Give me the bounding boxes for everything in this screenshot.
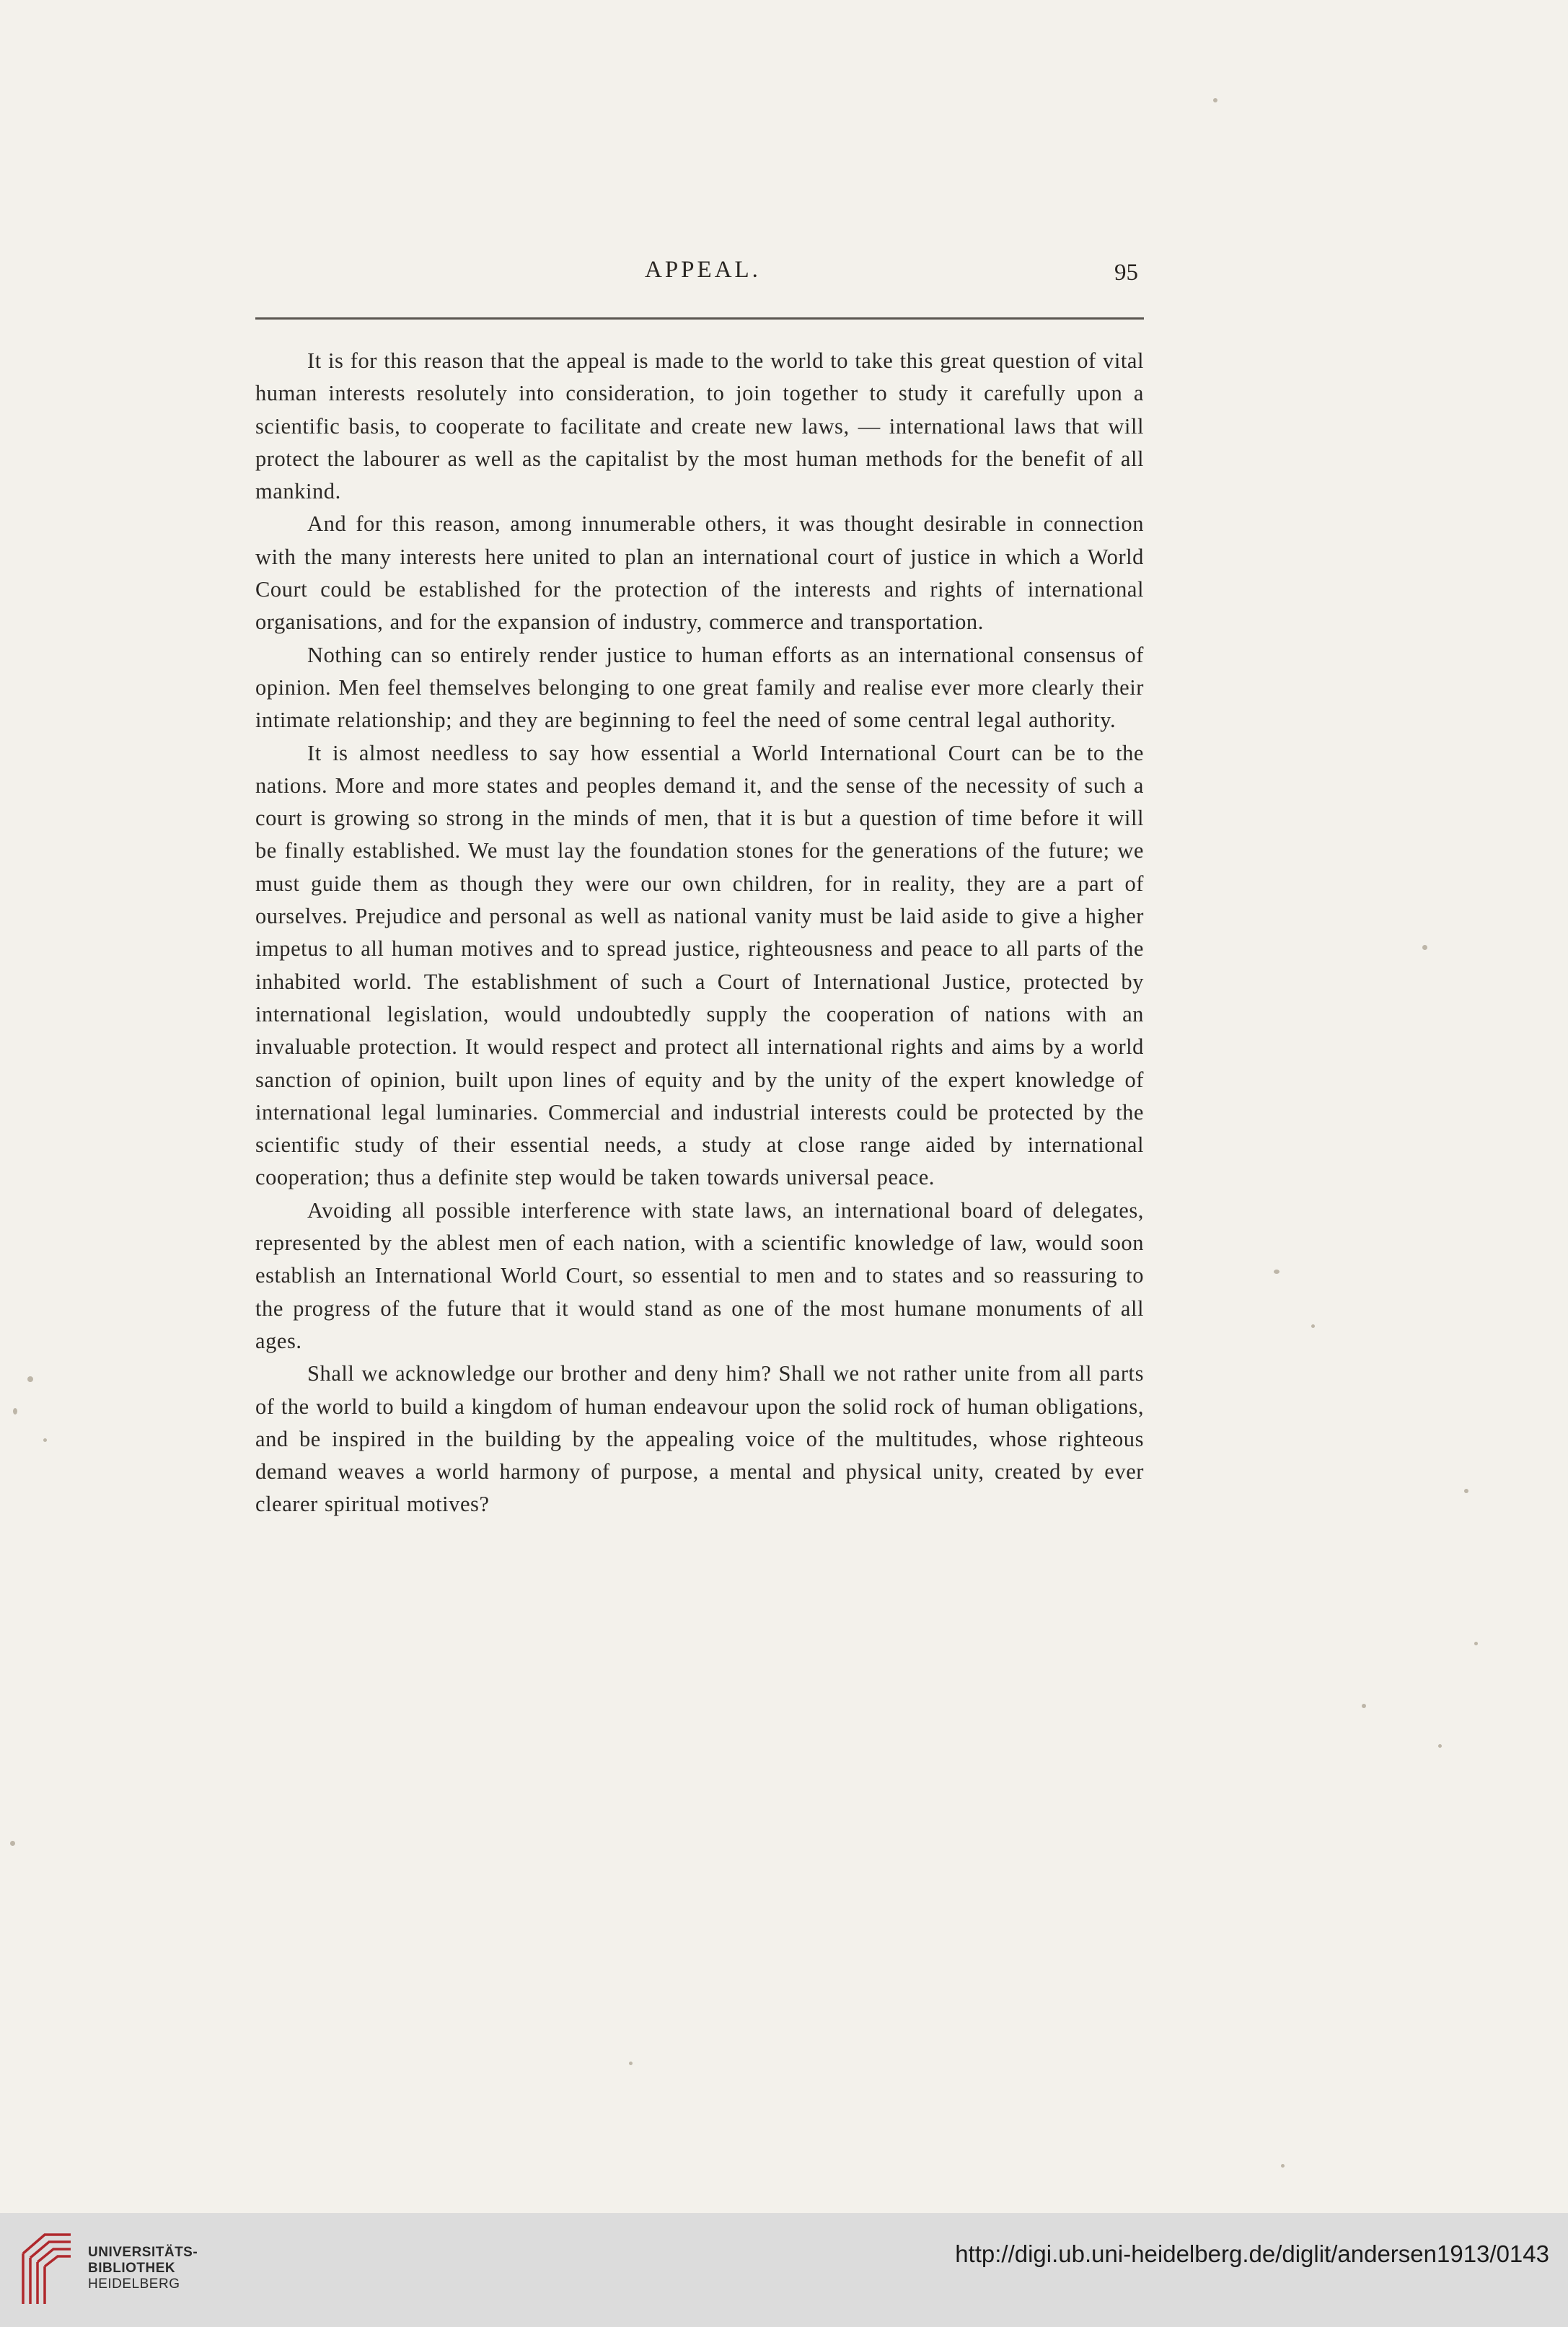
- paper-speck: [1422, 945, 1427, 950]
- paper-speck: [27, 1376, 33, 1382]
- paper-speck: [13, 1408, 17, 1415]
- paragraph-4: It is almost needless to say how essential a World International Court can be to the nations. More and more states and peoples demand it, and the sense of the necessity of such a court is growing so strong in the minds of men, that it is but a question of time before it will be finally established. We must lay the foundation stones for the generations of the future; we must guide them as though they were our own children, for in reality, they are a part of ourselves. Prejudice and personal as well as national vanity must be laid aside to give a higher impetus to all human motives and to spread justice, righteousness and peace to all parts of the inhabited world. The establishment of such a Court of International Justice, protected by international legislation, would undoubtedly supply the cooperation of nations with an invaluable protection. It would respect and protect all international rights and aims by a world sanction of opinion, built upon lines of equity and by the unity of the expert knowledge of international legal luminaries. Commercial and industrial interests could be protected by the scientific study of their essential needs, a study at close range aided by international cooperation; thus a definite step would be taken towards universal peace.: [255, 740, 1144, 1190]
- paper-speck: [1281, 2164, 1285, 2168]
- paper-speck: [10, 1841, 15, 1846]
- paper-speck: [1311, 1324, 1315, 1328]
- paragraph-5: Avoiding all possible interference with state laws, an international board of delegates, represented by the ablest men of each nation, with a scientific knowledge of law, would soon establish an International World Court, so essential to men and to states and so reassuring to the progress of the future that it would stand as one of the most humane monuments of all ages.: [255, 1197, 1144, 1353]
- paper-speck: [1474, 1642, 1478, 1645]
- library-logo-text: [88, 2245, 198, 2292]
- logo-line-2: BIBLIOTHEK: [88, 2261, 176, 2276]
- paper-speck: [1438, 1744, 1442, 1748]
- running-head: [255, 252, 1144, 296]
- paper-speck: [1464, 1489, 1468, 1493]
- library-footer: [0, 2213, 1568, 2327]
- paper-speck: [1213, 98, 1217, 102]
- paragraph-1: It is for this reason that the appeal is made to the world to take this great question of vital human interests resolutely into consideration, to join together to study it carefully upon a scientific basis, to cooperate to facilitate and create new laws, — international laws that will protect the labourer as well as the capitalist by the most human methods for the benefit of all mankind.: [255, 348, 1144, 504]
- paper-speck: [629, 2062, 633, 2065]
- library-logo-icon: [20, 2232, 74, 2307]
- paper-speck: [43, 1438, 47, 1442]
- paragraph-6: Shall we acknowledge our brother and deny him? Shall we not rather unite from all parts of the world to build a kingdom of human endeavour upon the solid rock of human obligations, and be inspired in the building by the appealing voice of the multitudes, whose righteous demand weaves a world harmony of purpose, a mental and physical unity, created by ever clearer spiritual motives?: [255, 1361, 1144, 1517]
- paragraph-2: And for this reason, among innumerable others, it was thought desirable in connection with the many interests here united to plan an international court of justice in which a World Court could be established for the protection of the interests and rights of international organisations, and for the expansion of industry, commerce and transportation.: [255, 511, 1144, 635]
- source-url-link[interactable]: http://digi.ub.uni-heidelberg.de/diglit/andersen1913/0143: [955, 2240, 1549, 2267]
- paper-speck: [1362, 1704, 1366, 1708]
- body-text: [255, 345, 1144, 1521]
- paper-speck: [1274, 1270, 1279, 1274]
- paragraph-3: Nothing can so entirely render justice to human efforts as an international consensus of opinion. Men feel themselves belonging to one great family and realise ever more clearly their intimate relationship; and they are beginning to feel the need of some central legal authority.: [255, 642, 1144, 733]
- logo-line-1: UNIVERSITÄTS-: [88, 2245, 198, 2260]
- page-number: 95: [1114, 260, 1138, 286]
- logo-line-3: HEIDELBERG: [88, 2277, 180, 2292]
- running-title: APPEAL.: [645, 257, 761, 283]
- header-rule: [255, 317, 1144, 320]
